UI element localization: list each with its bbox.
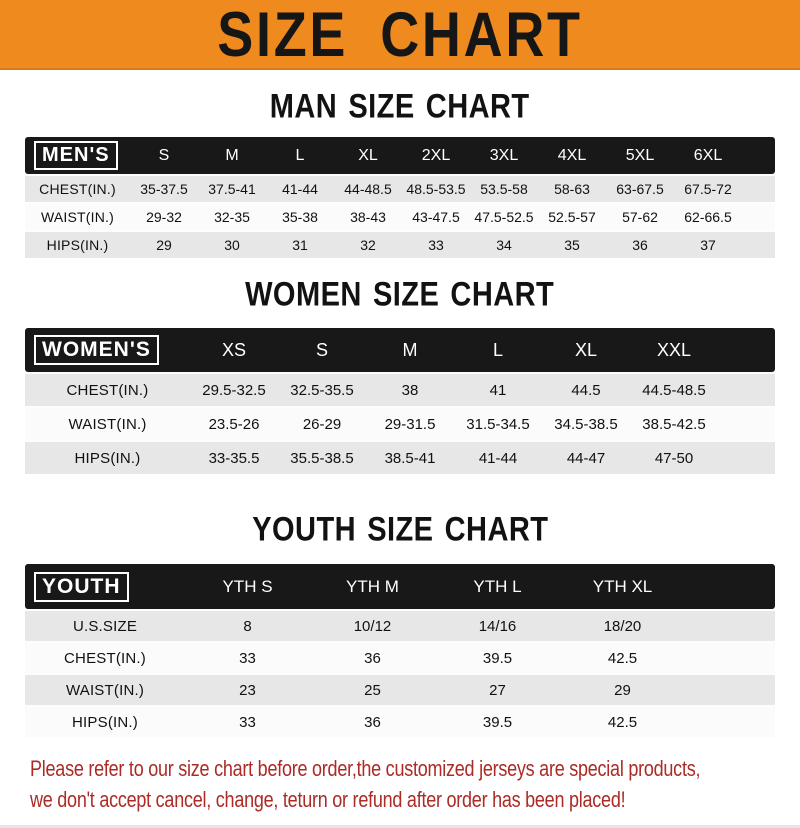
size-cell: 44.5-48.5 <box>642 381 706 399</box>
size-cell: 36 <box>364 713 381 731</box>
row-label: HIPS(IN.) <box>46 237 109 253</box>
size-cell: 10/12 <box>353 617 392 635</box>
size-cell: 37 <box>700 237 716 253</box>
table-label: WOMEN'S <box>34 335 159 365</box>
women-section-title <box>0 275 800 313</box>
size-cell: 41 <box>489 381 507 399</box>
size-cell: 35.5-38.5 <box>290 449 354 467</box>
table-row <box>25 705 775 737</box>
table-row <box>25 202 775 230</box>
column-header: M <box>225 146 239 164</box>
size-cell: 63-67.5 <box>616 181 664 197</box>
table-header-row <box>25 137 775 174</box>
notice-line-1: Please refer to our size chart before order,the customized jerseys are special products, <box>30 756 701 781</box>
row-label: HIPS(IN.) <box>74 449 141 467</box>
page-title: SIZE CHART <box>217 0 583 70</box>
table-header-row <box>25 564 775 609</box>
table-header-row <box>25 328 775 372</box>
table-row <box>25 641 775 673</box>
size-cell: 53.5-58 <box>480 181 528 197</box>
table-row <box>25 372 775 406</box>
size-cell: 33 <box>239 713 256 731</box>
size-cell: 29-31.5 <box>384 415 436 433</box>
size-cell: 41-44 <box>282 181 318 197</box>
column-header: YTH M <box>346 576 399 596</box>
size-cell: 38 <box>401 381 419 399</box>
column-header: L <box>295 146 305 164</box>
row-label: WAIST(IN.) <box>68 415 147 433</box>
table-row <box>25 230 775 258</box>
table-row <box>25 609 775 641</box>
size-cell: 62-66.5 <box>684 209 732 225</box>
column-header: XXL <box>656 339 692 360</box>
column-header: 6XL <box>693 146 723 164</box>
size-cell: 35-38 <box>282 209 318 225</box>
size-cell: 33 <box>239 649 256 667</box>
size-cell: 36 <box>632 237 648 253</box>
column-header: YTH S <box>222 576 273 596</box>
size-cell: 36 <box>364 649 381 667</box>
women-size-table <box>25 328 775 474</box>
table-row <box>25 174 775 202</box>
size-cell: 41-44 <box>478 449 518 467</box>
size-cell: 39.5 <box>482 649 513 667</box>
column-header: S <box>315 339 328 360</box>
size-cell: 52.5-57 <box>548 209 596 225</box>
women-section-title-text: WOMEN SIZE CHART <box>245 274 555 313</box>
size-cell: 33 <box>428 237 444 253</box>
size-cell: 26-29 <box>302 415 342 433</box>
size-cell: 47.5-52.5 <box>474 209 534 225</box>
size-cell: 57-62 <box>622 209 658 225</box>
row-label: CHEST(IN.) <box>39 181 116 197</box>
column-header: 5XL <box>625 146 655 164</box>
size-cell: 44-48.5 <box>344 181 392 197</box>
size-cell: 8 <box>243 617 252 635</box>
size-cell: 18/20 <box>603 617 642 635</box>
column-header: L <box>492 339 503 360</box>
size-cell: 38-43 <box>350 209 386 225</box>
column-header: 4XL <box>557 146 587 164</box>
table-label-cell <box>25 572 185 602</box>
size-cell: 44-47 <box>566 449 606 467</box>
size-cell: 37.5-41 <box>208 181 256 197</box>
size-cell: 42.5 <box>607 649 638 667</box>
row-label: WAIST(IN.) <box>40 209 115 225</box>
size-cell: 31.5-34.5 <box>466 415 530 433</box>
size-cell: 29-32 <box>146 209 182 225</box>
column-header: 2XL <box>421 146 451 164</box>
row-label: HIPS(IN.) <box>72 713 138 731</box>
size-cell: 29.5-32.5 <box>202 381 266 399</box>
size-cell: 34 <box>496 237 512 253</box>
row-label: CHEST(IN.) <box>64 649 146 667</box>
size-cell: 48.5-53.5 <box>406 181 466 197</box>
size-cell: 38.5-41 <box>384 449 436 467</box>
table-label: YOUTH <box>34 572 129 602</box>
column-header: M <box>402 339 418 360</box>
row-label: WAIST(IN.) <box>65 681 145 699</box>
youth-size-table <box>25 564 775 737</box>
size-cell: 39.5 <box>482 713 513 731</box>
row-label: CHEST(IN.) <box>66 381 149 399</box>
column-header: XL <box>358 146 378 164</box>
footer-notice <box>0 753 800 828</box>
column-header: S <box>158 146 170 164</box>
column-header: 3XL <box>489 146 519 164</box>
size-cell: 14/16 <box>478 617 517 635</box>
table-row <box>25 440 775 474</box>
size-cell: 29 <box>156 237 172 253</box>
table-row <box>25 673 775 705</box>
size-cell: 33-35.5 <box>208 449 260 467</box>
column-header: YTH L <box>473 576 522 596</box>
notice-line-2: we don't accept cancel, change, teturn or refund after order has been placed! <box>30 787 626 812</box>
banner <box>0 0 800 70</box>
size-cell: 67.5-72 <box>684 181 732 197</box>
size-cell: 47-50 <box>654 449 694 467</box>
table-label-cell <box>25 335 190 365</box>
column-header: XS <box>221 339 246 360</box>
column-header: YTH XL <box>592 576 653 596</box>
youth-section-title-text: YOUTH SIZE CHART <box>251 509 549 548</box>
size-cell: 35-37.5 <box>140 181 188 197</box>
table-row <box>25 406 775 440</box>
size-cell: 30 <box>224 237 240 253</box>
size-cell: 23.5-26 <box>208 415 260 433</box>
man-section-title <box>0 87 800 125</box>
size-cell: 31 <box>292 237 308 253</box>
youth-section-title <box>0 510 800 548</box>
size-cell: 38.5-42.5 <box>642 415 706 433</box>
table-label-cell <box>25 141 130 170</box>
size-cell: 34.5-38.5 <box>554 415 618 433</box>
row-label: U.S.SIZE <box>72 617 138 635</box>
size-cell: 32-35 <box>214 209 250 225</box>
size-cell: 42.5 <box>607 713 638 731</box>
man-section-title-text: MAN SIZE CHART <box>270 86 530 125</box>
size-cell: 23 <box>239 681 256 699</box>
size-cell: 32.5-35.5 <box>290 381 354 399</box>
size-cell: 29 <box>614 681 631 699</box>
table-label: MEN'S <box>34 141 118 170</box>
man-size-table <box>25 137 775 258</box>
size-cell: 25 <box>364 681 381 699</box>
column-header: XL <box>574 339 598 360</box>
size-cell: 43-47.5 <box>412 209 460 225</box>
size-cell: 44.5 <box>571 381 601 399</box>
size-cell: 58-63 <box>554 181 590 197</box>
size-cell: 27 <box>489 681 506 699</box>
size-cell: 35 <box>564 237 580 253</box>
size-cell: 32 <box>360 237 376 253</box>
